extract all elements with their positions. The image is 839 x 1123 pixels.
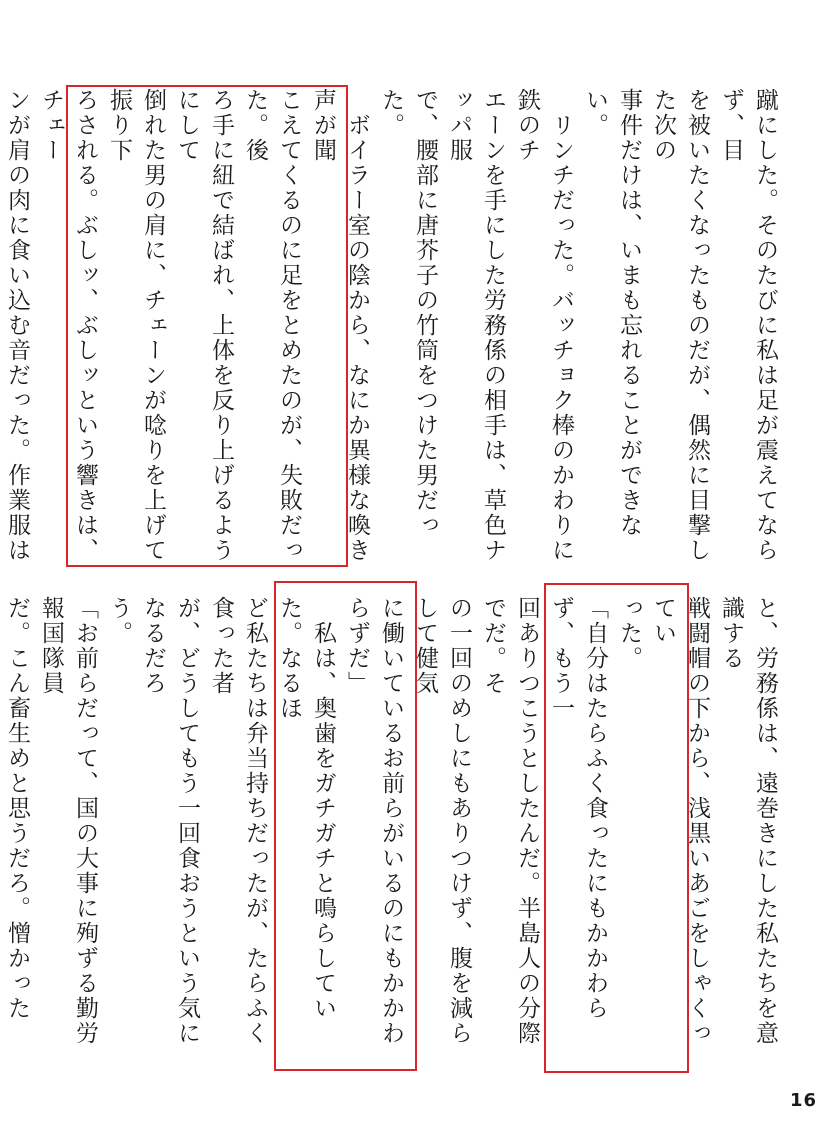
highlight-box-bottom-middle — [274, 581, 417, 1071]
page-number: 16 — [789, 1090, 817, 1111]
bottom-text-block: と、労務係は、遠巻きにした私たちを意識する 戦闘帽の下から、浅黒いあごをしゃくってい った。 「自分はたらふく食ったにもかかわらず、もう一 回ありつこうとしたんだ。半島人の分際でだ。そ の一回のめしにもありつけず、腹を減らして健気 に働いているお前らがいるのにもかかわらずだ」 私は、奥歯をガチガチと鳴らしていた。なるほ ど私たちは弁当持ちだったが、たらふく食った者 が、どうしてもう一回食おうという気になるだろ う。 「お前らだって、国の大事に殉ずる勤労報国隊員 だ。こん畜生めと思うだろ。憎かった — [4, 596, 778, 1046]
top-text-block: 蹴にした。そのたびに私は足が震えてならず、目 を被いたくなったものだが、偶然に目撃した次の 事件だけは、いまも忘れることができない。 リンチだった。バッチョク棒のかわりに鉄のチ エーンを手にした労務係の相手は、草色ナッパ服 で、腰部に唐芥子の竹筒をつけた男だった。 ボイラー室の陰から、なにか異様な喚き声が聞 こえてくるのに足をとめたのが、失敗だった。後 ろ手に紐で結ばれ、上体を反り上げるようにして 倒れた男の肩に、チェーンが唸りを上げて振り下 ろされる。ぶしッ、ぶしッという響きは、チェー ンが肩の肉に食い込む音だった。作業服は — [4, 88, 778, 563]
highlight-box-top-left — [66, 85, 348, 567]
highlight-box-bottom-right — [544, 583, 689, 1073]
